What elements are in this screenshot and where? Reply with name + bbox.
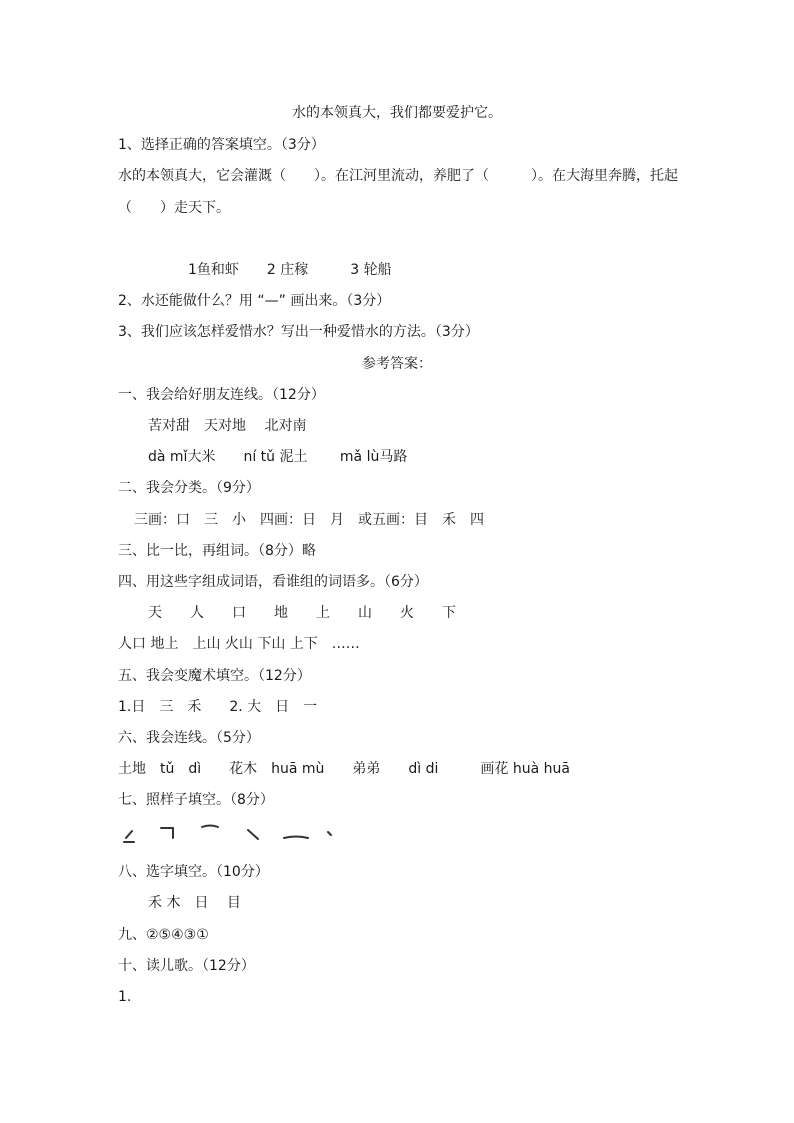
a1-line2: dà mǐ大米 ní tǔ 泥土 mǎ lù马路: [148, 449, 408, 465]
answers-heading: 参考答案：: [362, 356, 432, 372]
stroke-pie-zhe: [124, 831, 134, 842]
q2-heading: 2、水还能做什么？用 “—” 画出来。（3分）: [118, 293, 391, 309]
a1-line1: 苦对甜 天对地 北对南: [148, 418, 307, 434]
a3-heading: 三、比一比，再组词。（8分）略: [118, 543, 316, 559]
q1-text-line2: （ ）走天下。: [118, 200, 230, 216]
a1-heading: 一、我会给好朋友连线。（12分）: [118, 387, 325, 403]
a5-heading: 五、我会变魔术填空。（12分）: [118, 668, 311, 684]
stroke-heng: [202, 826, 218, 828]
a10-heading: 十、读儿歌。（12分）: [118, 958, 255, 974]
stroke-shapes: [118, 818, 358, 852]
stroke-heng-long: [284, 837, 308, 839]
a4-heading: 四、用这些字组成词语，看谁组的词语多。（6分）: [118, 574, 428, 590]
a5-line1: 1.日 三 禾 2. 大 日 一: [118, 699, 318, 715]
stroke-dian: [328, 832, 331, 835]
a4-line1: 天 人 口 地 上 山 火 下: [148, 605, 456, 621]
a8-heading: 八、选字填空。（10分）: [118, 864, 269, 880]
a6-line1: 土地 tǔ dì 花木 huā mù 弟弟 dì di 画花 huà huā: [118, 761, 570, 777]
a7-heading: 七、照样子填空。（8分）: [118, 792, 274, 808]
q1-options: 1鱼和虾 2 庄稼 3 轮船: [188, 262, 392, 278]
a9-heading: 九、②⑤④③①: [118, 927, 209, 943]
a8-line1: 禾 木 日 目: [148, 895, 241, 911]
stroke-heng-zhe: [161, 828, 173, 838]
q3-heading: 3、我们应该怎样爱惜水？写出一种爱惜水的方法。（3分）: [118, 324, 479, 340]
a4-line2: 人口 地上 上山 火山 下山 上下 ……: [118, 636, 360, 652]
passage-title: 水的本领真大，我们都要爱护它。: [292, 105, 502, 121]
a10-line1: 1.: [118, 989, 132, 1005]
a2-line1: 三画：口 三 小 四画：日 月 或五画：目 禾 四: [134, 512, 484, 528]
a2-heading: 二、我会分类。（9分）: [118, 480, 260, 496]
q1-heading: 1、选择正确的答案填空。（3分）: [118, 137, 325, 153]
stroke-dian-na: [248, 830, 258, 839]
a6-heading: 六、我会连线。（5分）: [118, 730, 260, 746]
q1-text-line1: 水的本领真大，它会灌溉（ ）。在江河里流动，养肥了（ ）。在大海里奔腾，托起: [118, 168, 678, 184]
